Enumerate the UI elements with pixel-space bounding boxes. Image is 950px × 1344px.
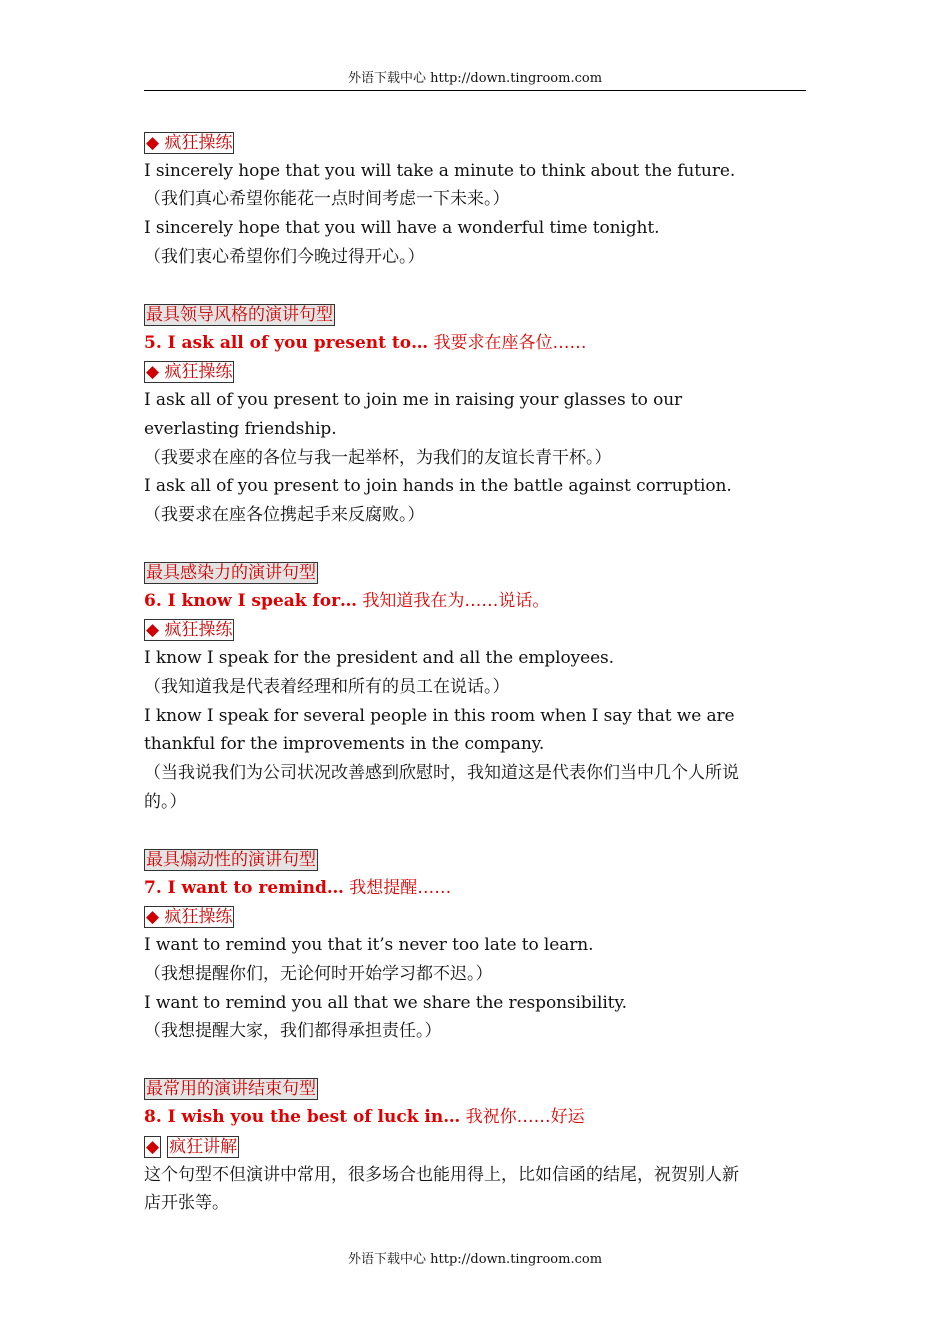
sentence-pattern xyxy=(144,874,812,903)
explanation-text: 店开张等。 xyxy=(144,1193,229,1214)
practice-label: ◆ 疯狂操练 xyxy=(146,907,233,928)
example-cn: （我想提醒大家，我们都得承担责任。） xyxy=(144,1021,442,1042)
example-en: I sincerely hope that you will take a minute to think about the future. xyxy=(144,160,736,181)
practice-label: ◆ 疯狂操练 xyxy=(146,620,233,641)
example-en: I sincerely hope that you will have a wonderful time tonight. xyxy=(144,218,660,239)
example-en: I know I speak for several people in this room when I say that we are xyxy=(144,705,735,726)
footer-site-name: 外语下载中心 xyxy=(347,1252,426,1267)
page-footer xyxy=(144,1248,806,1267)
example-cn: （当我说我们为公司状况改善感到欣慰时，我知道这是代表你们当中几个人所说 xyxy=(144,763,739,784)
sentence-pattern xyxy=(144,587,812,616)
pattern-cn: 我祝你……好运 xyxy=(460,1107,585,1128)
header-site-name: 外语下载中心 xyxy=(347,71,426,86)
example-cn: （我要求在座的各位与我一起举杯，为我们的友谊长青干杯。） xyxy=(144,447,612,468)
category-label: 最具煽动性的演讲句型 xyxy=(146,849,316,870)
practice-label: ◆ 疯狂操练 xyxy=(146,132,233,153)
example-en: everlasting friendship. xyxy=(144,418,337,439)
example-en: I want to remind you all that we share the responsibility. xyxy=(144,992,627,1013)
sentence-pattern xyxy=(144,329,812,358)
example-en: I ask all of you present to join hands in the battle against corruption. xyxy=(144,476,732,497)
pattern-en: 7. I want to remind… xyxy=(144,877,344,898)
document-body xyxy=(144,128,812,1218)
explain-label: 疯狂讲解 xyxy=(169,1136,238,1157)
example-en: I know I speak for the president and all the employees. xyxy=(144,648,614,669)
category-label: 最具领导风格的演讲句型 xyxy=(146,304,333,325)
pattern-en: 6. I know I speak for… xyxy=(144,591,358,611)
example-cn: （我要求在座各位携起手来反腐败。） xyxy=(144,504,425,525)
example-cn: （我知道我是代表着经理和所有的员工在说话。） xyxy=(144,677,510,698)
header-url[interactable]: http://down.tingroom.com xyxy=(430,71,603,86)
pattern-cn: 我要求在座各位…… xyxy=(428,332,587,353)
category-label: 最常用的演讲结束句型 xyxy=(146,1079,316,1100)
category-label: 最具感染力的演讲句型 xyxy=(146,562,316,583)
example-cn: （我们衷心希望你们今晚过得开心。） xyxy=(144,246,425,267)
pattern-en: 8. I wish you the best of luck in… xyxy=(144,1107,461,1128)
example-cn: （我们真心希望你能花一点时间考虑一下未来。） xyxy=(144,189,510,210)
example-en: thankful for the improvements in the company. xyxy=(144,734,545,755)
pattern-cn: 我知道我在为……说话。 xyxy=(357,591,550,611)
example-en: I ask all of you present to join me in raising your glasses to our xyxy=(144,390,683,411)
example-cn: 的。） xyxy=(144,791,187,812)
sentence-pattern xyxy=(144,1103,812,1132)
practice-label: ◆ 疯狂操练 xyxy=(146,362,233,382)
explanation-text: 这个句型不但演讲中常用，很多场合也能用得上，比如信函的结尾，祝贺别人新 xyxy=(144,1164,739,1185)
example-cn: （我想提醒你们，无论何时开始学习都不迟。） xyxy=(144,963,493,984)
page-header xyxy=(144,67,806,91)
example-en: I want to remind you that it’s never too late to learn. xyxy=(144,935,594,956)
pattern-cn: 我想提醒…… xyxy=(343,877,452,898)
footer-url[interactable]: http://down.tingroom.com xyxy=(430,1252,603,1267)
pattern-en: 5. I ask all of you present to… xyxy=(144,332,429,353)
diamond-icon: ◆ xyxy=(146,1136,160,1157)
